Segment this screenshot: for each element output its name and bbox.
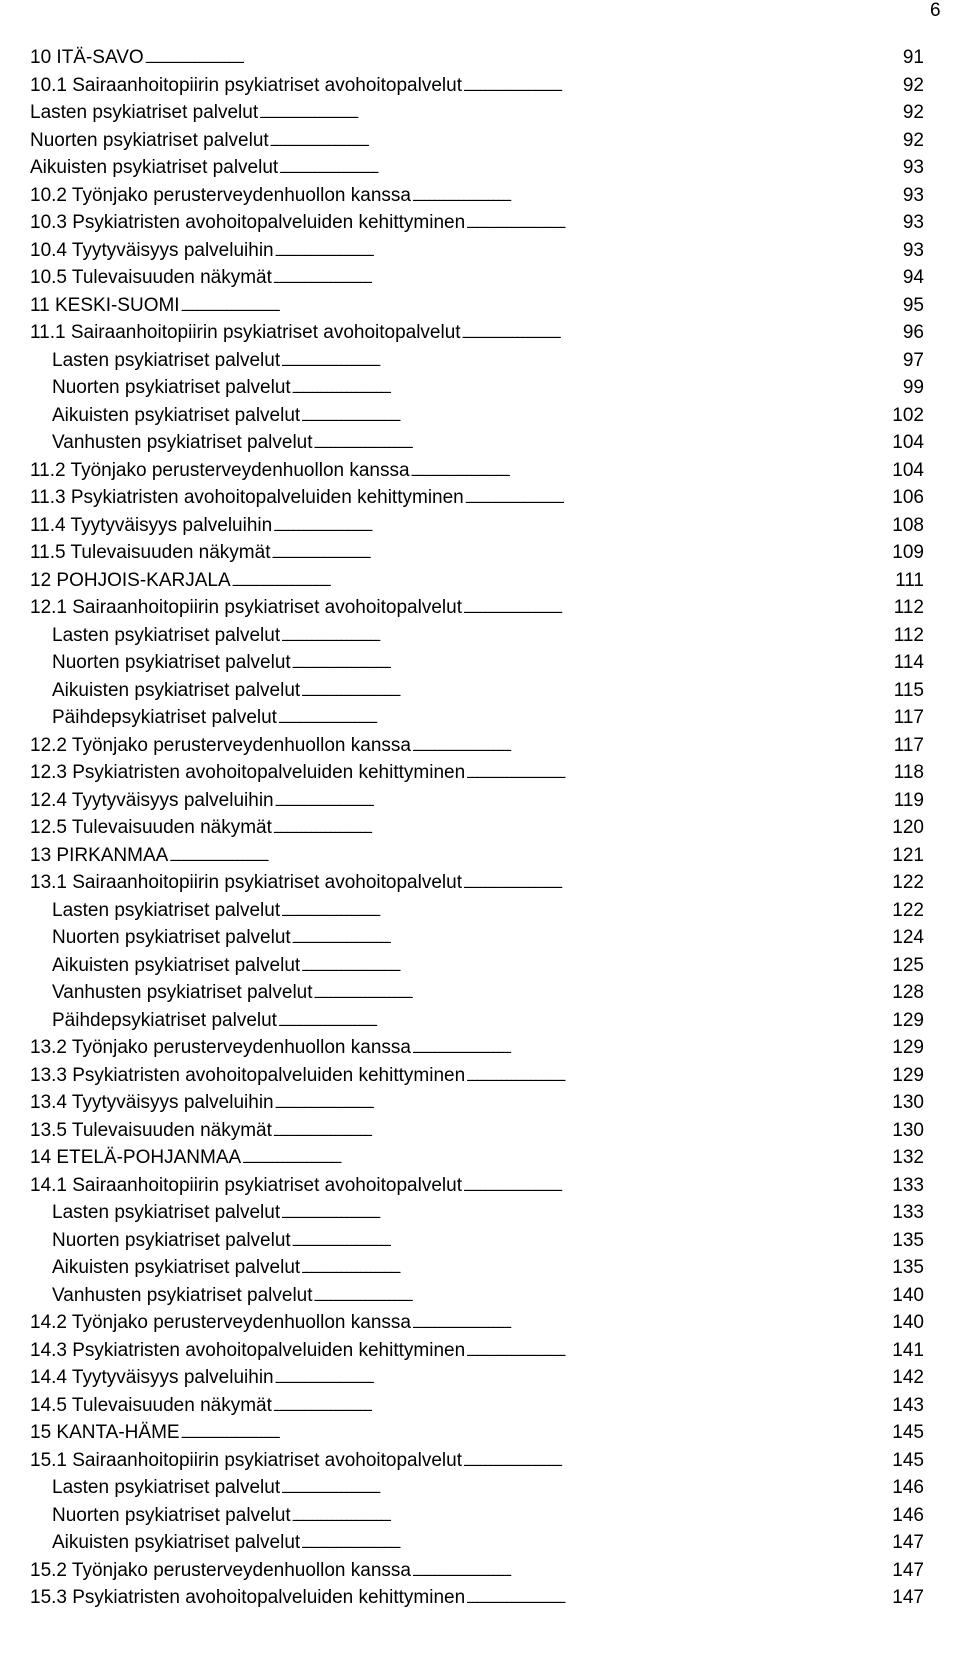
toc-entry-title: 13.1 Sairaanhoitopiirin psykiatriset avohoitopalvelut — [30, 872, 462, 893]
toc-entry[interactable] — [30, 1089, 924, 1117]
toc-entry-title: 10 ITÄ-SAVO — [30, 47, 144, 68]
toc-entry-page: 130 — [892, 1119, 924, 1141]
toc-entry-page: 129 — [892, 1009, 924, 1031]
toc-entry-title: Vanhusten psykiatriset palvelut — [52, 982, 313, 1003]
dot-leader — [314, 979, 892, 1007]
toc-entry[interactable] — [30, 72, 924, 100]
dot-leader — [462, 319, 901, 347]
toc-entry-page: 135 — [892, 1229, 924, 1251]
dot-leader — [275, 237, 901, 265]
dot-leader — [169, 842, 891, 870]
toc-entry-page: 141 — [892, 1339, 924, 1361]
toc-entry-title: 11.1 Sairaanhoitopiirin psykiatriset avohoitopalvelut — [30, 322, 461, 343]
toc-entry-title: Päihdepsykiatriset palvelut — [52, 1009, 277, 1031]
toc-entry-page: 129 — [892, 1037, 924, 1058]
toc-entry-title: Päihdepsykiatriset palvelut — [52, 707, 277, 728]
toc-entry-page: 129 — [892, 1064, 924, 1086]
dot-leader — [466, 1584, 891, 1612]
dot-leader — [465, 484, 892, 512]
toc-entry-page: 146 — [892, 1504, 924, 1526]
dot-leader — [259, 99, 901, 127]
dot-leader — [292, 649, 893, 677]
dot-leader — [411, 457, 892, 485]
dot-leader — [466, 209, 901, 237]
toc-entry-page: 93 — [902, 184, 924, 206]
dot-leader — [463, 869, 891, 897]
dot-leader — [412, 1557, 891, 1585]
dot-leader — [463, 1447, 891, 1475]
toc-entry-title: Vanhusten psykiatriset palvelut — [52, 1284, 313, 1306]
toc-entry-title: 10.2 Työnjako perusterveydenhuollon kanssa — [30, 184, 411, 206]
toc-entry-title: 14.4 Tyytyväisyys palveluihin — [30, 1367, 274, 1388]
toc-entry[interactable] — [30, 1392, 924, 1420]
toc-entry[interactable] — [30, 1584, 924, 1612]
toc-entry-title: 12.4 Tyytyväisyys palveluihin — [30, 789, 274, 811]
table-of-contents — [30, 44, 924, 1612]
dot-leader — [412, 182, 901, 210]
toc-entry-title: Aikuisten psykiatriset palvelut — [52, 404, 301, 426]
dot-leader — [463, 72, 901, 100]
toc-entry-page: 119 — [893, 789, 924, 811]
toc-entry[interactable] — [30, 952, 924, 980]
dot-leader — [232, 567, 894, 595]
toc-entry-page: 93 — [902, 212, 924, 233]
toc-entry-title: 12.3 Psykiatristen avohoitopalveluiden kehittyminen — [30, 762, 466, 783]
dot-leader — [292, 1227, 892, 1255]
toc-entry[interactable] — [30, 1529, 924, 1557]
toc-entry[interactable] — [30, 979, 924, 1007]
toc-entry-page: 102 — [892, 404, 924, 426]
toc-entry[interactable] — [30, 154, 924, 182]
toc-entry-page: 133 — [892, 1202, 924, 1223]
toc-entry-title: Nuorten psykiatriset palvelut — [52, 927, 291, 948]
dot-leader — [273, 814, 891, 842]
dot-leader — [270, 127, 901, 155]
toc-entry[interactable] — [30, 1034, 924, 1062]
toc-entry-page: 111 — [895, 569, 924, 591]
toc-entry-title: 11.2 Työnjako perusterveydenhuollon kanssa — [30, 459, 410, 481]
toc-entry-title: Nuorten psykiatriset palvelut — [52, 1504, 291, 1526]
toc-entry[interactable] — [30, 869, 924, 897]
dot-leader — [278, 1007, 891, 1035]
toc-entry-page: 122 — [892, 872, 924, 893]
toc-entry-page: 132 — [892, 1147, 924, 1168]
toc-entry-page: 140 — [892, 1284, 924, 1306]
dot-leader — [273, 512, 891, 540]
dot-leader — [412, 732, 893, 760]
toc-entry[interactable] — [30, 924, 924, 952]
toc-entry-title: 11.5 Tulevaisuuden näkymät — [30, 542, 271, 563]
toc-entry-title: 11.3 Psykiatristen avohoitopalveluiden kehittyminen — [30, 487, 464, 508]
toc-entry-page: 112 — [893, 597, 924, 618]
toc-entry[interactable] — [30, 594, 924, 622]
toc-entry-title: Lasten psykiatriset palvelut — [52, 899, 281, 921]
toc-entry-page: 133 — [892, 1174, 924, 1196]
toc-entry-title: 10.1 Sairaanhoitopiirin psykiatriset avohoitopalvelut — [30, 74, 462, 96]
toc-entry-page: 97 — [902, 349, 924, 371]
dot-leader — [281, 897, 891, 925]
toc-entry-page: 108 — [892, 514, 924, 536]
toc-entry-title: Lasten psykiatriset palvelut — [52, 349, 281, 371]
toc-entry-title: 14.5 Tulevaisuuden näkymät — [30, 1394, 272, 1416]
toc-entry[interactable] — [30, 1199, 924, 1227]
toc-entry[interactable] — [30, 99, 924, 127]
toc-entry[interactable] — [30, 347, 924, 375]
toc-entry-page: 146 — [892, 1477, 924, 1498]
dot-leader — [275, 787, 893, 815]
toc-entry-page: 91 — [902, 47, 924, 68]
toc-entry[interactable] — [30, 759, 924, 787]
toc-entry[interactable] — [30, 237, 924, 265]
toc-entry-title: 11.4 Tyytyväisyys palveluihin — [30, 514, 273, 536]
toc-entry-title: 12.1 Sairaanhoitopiirin psykiatriset avohoitopalvelut — [30, 597, 462, 618]
dot-leader — [301, 1529, 891, 1557]
toc-entry[interactable] — [30, 402, 924, 430]
toc-entry-title: 15.1 Sairaanhoitopiirin psykiatriset avohoitopalvelut — [30, 1449, 462, 1471]
page-number: 6 — [930, 0, 941, 21]
toc-entry-page: 93 — [902, 239, 924, 261]
dot-leader — [412, 1309, 891, 1337]
toc-entry[interactable] — [30, 897, 924, 925]
dot-leader — [273, 1392, 891, 1420]
toc-entry-title: 14 ETELÄ-POHJANMAA — [30, 1147, 242, 1168]
toc-entry-page: 99 — [902, 377, 924, 398]
toc-entry-title: 13.2 Työnjako perusterveydenhuollon kanssa — [30, 1037, 411, 1058]
toc-entry-title: 11 KESKI-SUOMI — [30, 294, 180, 316]
toc-entry-title: 10.4 Tyytyväisyys palveluihin — [30, 239, 274, 261]
toc-entry[interactable] — [30, 1419, 924, 1447]
dot-leader — [463, 594, 893, 622]
toc-entry-title: 15 KANTA-HÄME — [30, 1422, 180, 1443]
dot-leader — [281, 1474, 891, 1502]
toc-entry-title: 13.4 Tyytyväisyys palveluihin — [30, 1092, 274, 1113]
toc-entry-page: 106 — [892, 487, 924, 508]
toc-entry-page: 135 — [892, 1257, 924, 1278]
toc-entry-title: 14.1 Sairaanhoitopiirin psykiatriset avohoitopalvelut — [30, 1174, 462, 1196]
toc-entry-page: 125 — [892, 954, 924, 976]
toc-entry[interactable] — [30, 182, 924, 210]
toc-entry[interactable] — [30, 209, 924, 237]
toc-entry-title: Vanhusten psykiatriset palvelut — [52, 432, 313, 453]
toc-entry[interactable] — [30, 704, 924, 732]
toc-entry[interactable] — [30, 1474, 924, 1502]
toc-entry-title: 12 POHJOIS-KARJALA — [30, 569, 231, 591]
toc-entry-title: Aikuisten psykiatriset palvelut — [30, 157, 279, 178]
toc-entry[interactable] — [30, 127, 924, 155]
toc-entry[interactable] — [30, 319, 924, 347]
toc-entry-page: 104 — [892, 432, 924, 453]
toc-entry-title: Nuorten psykiatriset palvelut — [52, 652, 291, 673]
dot-leader — [314, 1282, 892, 1310]
toc-entry-page: 121 — [892, 844, 924, 866]
toc-entry[interactable] — [30, 732, 924, 760]
toc-entry[interactable] — [30, 44, 924, 72]
toc-entry-title: 15.3 Psykiatristen avohoitopalveluiden kehittyminen — [30, 1587, 466, 1608]
dot-leader — [301, 1254, 891, 1282]
dot-leader — [281, 1199, 891, 1227]
toc-entry-title: Lasten psykiatriset palvelut — [30, 102, 259, 123]
toc-entry-page: 143 — [892, 1394, 924, 1416]
toc-entry-page: 130 — [892, 1092, 924, 1113]
toc-entry-title: 12.2 Työnjako perusterveydenhuollon kanssa — [30, 734, 411, 756]
dot-leader — [273, 1117, 891, 1145]
toc-entry-page: 142 — [892, 1367, 924, 1388]
toc-entry-page: 145 — [892, 1449, 924, 1471]
toc-entry-title: Aikuisten psykiatriset palvelut — [52, 1257, 301, 1278]
toc-entry[interactable] — [30, 292, 924, 320]
dot-leader — [301, 402, 891, 430]
dot-leader — [292, 1502, 892, 1530]
toc-entry-title: Aikuisten psykiatriset palvelut — [52, 1532, 301, 1553]
toc-entry-title: 10.3 Psykiatristen avohoitopalveluiden kehittyminen — [30, 212, 466, 233]
toc-entry-title: 13.5 Tulevaisuuden näkymät — [30, 1119, 272, 1141]
toc-entry[interactable] — [30, 677, 924, 705]
toc-entry-page: 117 — [893, 734, 924, 756]
toc-entry-page: 96 — [902, 322, 924, 343]
toc-entry[interactable] — [30, 1502, 924, 1530]
dot-leader — [242, 1144, 891, 1172]
toc-entry[interactable] — [30, 1282, 924, 1310]
toc-entry-title: 14.2 Työnjako perusterveydenhuollon kanssa — [30, 1312, 411, 1333]
toc-entry-page: 140 — [892, 1312, 924, 1333]
toc-entry[interactable] — [30, 539, 924, 567]
toc-entry-page: 128 — [892, 982, 924, 1003]
toc-entry-page: 112 — [893, 624, 924, 646]
toc-entry[interactable] — [30, 1447, 924, 1475]
toc-entry[interactable] — [30, 1007, 924, 1035]
toc-entry[interactable] — [30, 1227, 924, 1255]
toc-entry[interactable] — [30, 429, 924, 457]
toc-entry-page: 115 — [893, 679, 924, 701]
toc-entry-title: 13 PIRKANMAA — [30, 844, 169, 866]
dot-leader — [181, 292, 901, 320]
toc-entry[interactable] — [30, 512, 924, 540]
toc-entry[interactable] — [30, 457, 924, 485]
toc-entry-title: 13.3 Psykiatristen avohoitopalveluiden kehittyminen — [30, 1064, 466, 1086]
dot-leader — [314, 429, 892, 457]
toc-entry-page: 120 — [892, 817, 924, 838]
toc-entry[interactable] — [30, 622, 924, 650]
toc-entry-page: 109 — [892, 542, 924, 563]
toc-entry[interactable] — [30, 484, 924, 512]
dot-leader — [278, 704, 893, 732]
toc-entry[interactable] — [30, 787, 924, 815]
toc-entry-title: Nuorten psykiatriset palvelut — [30, 129, 269, 151]
toc-entry-page: 95 — [902, 294, 924, 316]
toc-entry-title: 14.3 Psykiatristen avohoitopalveluiden kehittyminen — [30, 1339, 466, 1361]
dot-leader — [281, 347, 901, 375]
toc-entry[interactable] — [30, 1117, 924, 1145]
toc-entry[interactable] — [30, 374, 924, 402]
toc-entry[interactable] — [30, 649, 924, 677]
toc-entry-title: 10.5 Tulevaisuuden näkymät — [30, 267, 272, 288]
toc-entry-page: 145 — [892, 1422, 924, 1443]
dot-leader — [145, 44, 901, 72]
dot-leader — [301, 952, 891, 980]
toc-entry[interactable] — [30, 1062, 924, 1090]
toc-entry-title: Lasten psykiatriset palvelut — [52, 1202, 281, 1223]
toc-entry-page: 147 — [892, 1587, 924, 1608]
toc-entry[interactable] — [30, 1337, 924, 1365]
dot-leader — [466, 1337, 891, 1365]
toc-entry-page: 118 — [893, 762, 924, 783]
dot-leader — [466, 759, 893, 787]
dot-leader — [273, 264, 901, 292]
toc-entry-page: 117 — [893, 707, 924, 728]
dot-leader — [275, 1364, 892, 1392]
dot-leader — [279, 154, 901, 182]
toc-entry-title: Lasten psykiatriset palvelut — [52, 624, 281, 646]
toc-entry-page: 92 — [902, 129, 924, 151]
toc-entry-title: Lasten psykiatriset palvelut — [52, 1477, 281, 1498]
toc-entry[interactable] — [30, 842, 924, 870]
toc-entry-page: 94 — [902, 267, 924, 288]
dot-leader — [275, 1089, 892, 1117]
toc-entry[interactable] — [30, 1254, 924, 1282]
toc-entry-title: Aikuisten psykiatriset palvelut — [52, 954, 301, 976]
dot-leader — [292, 374, 901, 402]
dot-leader — [466, 1062, 891, 1090]
toc-entry-page: 92 — [902, 102, 924, 123]
toc-entry[interactable] — [30, 264, 924, 292]
toc-entry-title: Aikuisten psykiatriset palvelut — [52, 679, 301, 701]
toc-entry-page: 124 — [892, 927, 924, 948]
dot-leader — [281, 622, 893, 650]
toc-entry-title: Nuorten psykiatriset palvelut — [52, 377, 291, 398]
toc-entry[interactable] — [30, 1364, 924, 1392]
toc-entry-title: 15.2 Työnjako perusterveydenhuollon kanssa — [30, 1559, 411, 1581]
dot-leader — [301, 677, 893, 705]
dot-leader — [181, 1419, 892, 1447]
dot-leader — [463, 1172, 891, 1200]
toc-entry-page: 147 — [892, 1532, 924, 1553]
toc-entry-title: Nuorten psykiatriset palvelut — [52, 1229, 291, 1251]
toc-entry-title: 12.5 Tulevaisuuden näkymät — [30, 817, 272, 838]
toc-entry-page: 93 — [902, 157, 924, 178]
toc-entry-page: 104 — [892, 459, 924, 481]
toc-entry-page: 92 — [902, 74, 924, 96]
toc-entry-page: 122 — [892, 899, 924, 921]
toc-entry[interactable] — [30, 1557, 924, 1585]
dot-leader — [292, 924, 892, 952]
toc-entry[interactable] — [30, 1144, 924, 1172]
dot-leader — [412, 1034, 891, 1062]
toc-entry-page: 147 — [892, 1559, 924, 1581]
toc-entry[interactable] — [30, 567, 924, 595]
toc-entry[interactable] — [30, 1309, 924, 1337]
toc-entry-page: 114 — [893, 652, 924, 673]
dot-leader — [271, 539, 891, 567]
toc-entry[interactable] — [30, 1172, 924, 1200]
toc-entry[interactable] — [30, 814, 924, 842]
